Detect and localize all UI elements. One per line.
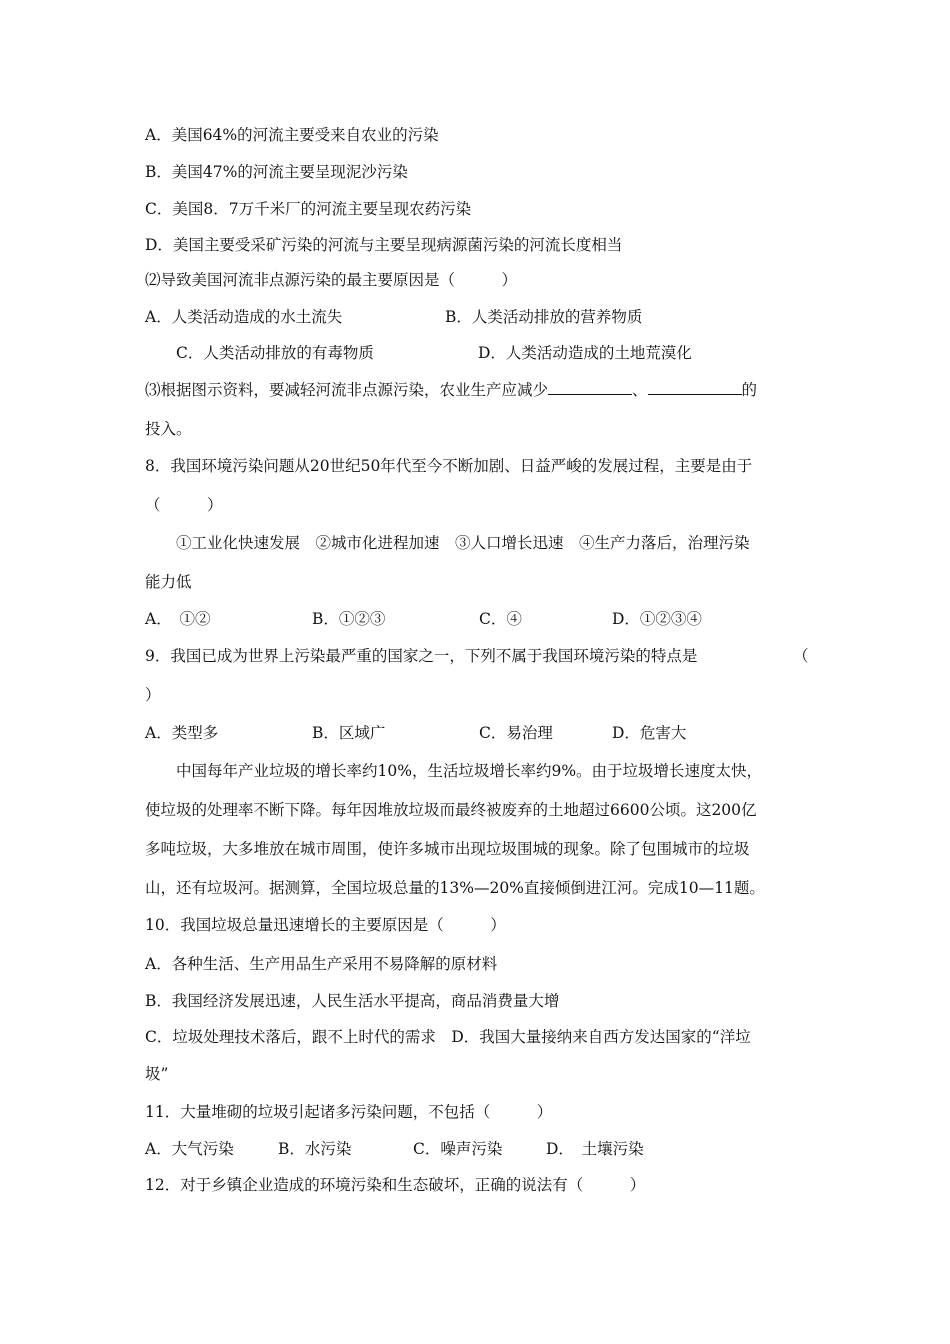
passage-line-1: 中国每年产业垃圾的增长率约10%，生活垃圾增长率约9%。由于垃圾增长速度太快，	[176, 762, 763, 780]
q7-1-option-a: A．美国64%的河流主要受来自农业的污染	[145, 126, 439, 144]
q11-option-a: A．大气污染	[145, 1140, 234, 1158]
q7-2-stem: ⑵导致美国河流非点源污染的最主要原因是（ ）	[145, 271, 518, 289]
q9-paren-close: ）	[145, 686, 161, 704]
q8-items-continued: 能力低	[145, 573, 192, 591]
q7-2-option-c: C．人类活动排放的有毒物质	[176, 344, 374, 362]
q10-option-c-d: C．垃圾处理技术落后，跟不上时代的需求 D．我国大量接纳来自西方发达国家的“洋垃	[145, 1028, 751, 1046]
q8-answer-paren: （ ）	[145, 496, 223, 514]
q7-2-option-a: A．人类活动造成的水土流失	[145, 308, 343, 326]
q7-2-option-d: D．人类活动造成的土地荒漠化	[478, 344, 692, 362]
q11-option-c: C．噪声污染	[413, 1140, 503, 1158]
answer-blank-2[interactable]	[648, 378, 742, 395]
q9-paren-open: （	[793, 647, 809, 665]
q8-option-a: A． ①②	[145, 610, 211, 628]
q8-option-c: C．④	[479, 610, 522, 628]
q7-1-option-b: B．美国47%的河流主要呈现泥沙污染	[145, 163, 408, 181]
q7-3-separator: 、	[632, 381, 648, 399]
q9-option-d: D．危害大	[612, 724, 687, 742]
q11-stem: 11．大量堆砌的垃圾引起诸多污染问题，不包括（ ）	[145, 1103, 553, 1121]
q8-stem: 8．我国环境污染问题从20世纪50年代至今不断加剧、日益严峻的发展过程，主要是由于	[145, 457, 753, 475]
q7-1-option-c: C．美国8．7万千米厂的河流主要呈现农药污染	[145, 200, 472, 218]
passage-line-4: 山，还有垃圾河。据测算，全国垃圾总量的13%—20%直接倾倒进江河。完成10—11题。	[145, 879, 765, 897]
q8-items: ①工业化快速发展 ②城市化进程加速 ③人口增长迅速 ④生产力落后，治理污染	[176, 534, 750, 552]
q7-3-continuation: 投入。	[145, 420, 192, 438]
q10-option-b: B．我国经济发展迅速，人民生活水平提高，商品消费量大增	[145, 992, 560, 1010]
passage-line-3: 多吨垃圾，大多堆放在城市周围，使许多城市出现垃圾围城的现象。除了包围城市的垃圾	[145, 840, 750, 858]
answer-blank-1[interactable]	[548, 378, 632, 395]
q7-3-stem	[145, 378, 757, 401]
q9-option-a: A．类型多	[145, 724, 219, 742]
q12-stem: 12．对于乡镇企业造成的环境污染和生态破坏，正确的说法有（ ）	[145, 1176, 646, 1194]
q8-option-d: D．①②③④	[612, 610, 702, 628]
q7-2-option-b: B．人类活动排放的营养物质	[445, 308, 643, 326]
q9-option-c: C．易治理	[479, 724, 553, 742]
q11-option-d: D． 土壤污染	[546, 1140, 644, 1158]
passage-line-2: 使垃圾的处理率不断下降。每年因堆放垃圾而最终被废弃的土地超过6600公顷。这200亿	[145, 801, 757, 819]
q10-stem: 10．我国垃圾总量迅速增长的主要原因是（ ）	[145, 916, 506, 934]
q7-1-option-d: D．美国主要受采矿污染的河流与主要呈现病源菌污染的河流长度相当	[145, 236, 623, 254]
q10-option-a: A．各种生活、生产用品生产采用不易降解的原材料	[145, 955, 498, 973]
q8-option-b: B．①②③	[312, 610, 386, 628]
q7-3-end: 的	[741, 381, 758, 399]
q9-option-b: B．区域广	[312, 724, 386, 742]
q9-stem: 9．我国已成为世界上污染最严重的国家之一，下列不属于我国环境污染的特点是	[145, 647, 698, 665]
q7-3-text: ⑶根据图示资料，要减轻河流非点源污染，农业生产应减少	[145, 381, 549, 399]
q11-option-b: B．水污染	[278, 1140, 352, 1158]
q10-option-d-continued: 圾”	[145, 1065, 169, 1083]
